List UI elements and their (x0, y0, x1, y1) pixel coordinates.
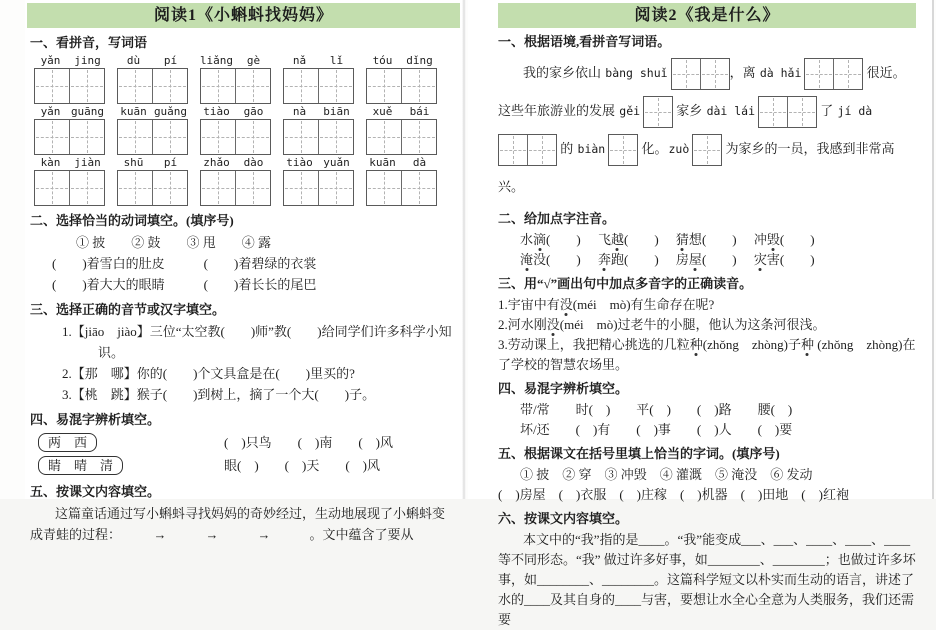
pinyin-label (115, 105, 189, 118)
pinyin-word-item (364, 54, 438, 104)
writing-box (758, 96, 817, 128)
dotted-char: 灾 (754, 250, 767, 270)
writing-box (200, 68, 271, 104)
pinyin-syllable: biān (323, 105, 350, 118)
right-page-title: 阅读2《我是什么》 (498, 3, 916, 28)
writing-box (117, 170, 188, 206)
right-page (468, 0, 934, 627)
text-run: ，离 (729, 65, 759, 80)
pinyin-syllable: liǎng (199, 54, 234, 67)
exercise-item (498, 295, 916, 315)
pinyin-syllable: dù (126, 54, 141, 67)
pinyin-syllable: bàng shuǐ (605, 66, 668, 80)
right-sec3-heading: 三、用“√”画出句中加点多音字的正确读音。 (498, 276, 753, 291)
right-sec2-heading: 二、给加点字注音。 (498, 211, 616, 226)
left-page-content (25, 32, 462, 545)
character-option-box: 两 西 (38, 433, 97, 452)
right-page-content (468, 32, 932, 630)
fill-line: ( )房屋 ( )衣服 ( )庄稼 ( )机器 ( )田地 ( )红袍 (498, 487, 849, 502)
writing-cell (35, 69, 69, 103)
writing-box (34, 119, 105, 155)
writing-box (804, 58, 863, 90)
pinyin-syllable: bái (409, 105, 430, 118)
writing-cell (318, 120, 353, 154)
fill-line: 眼( ) ( )天 ( )风 (224, 458, 380, 473)
writing-box (692, 134, 722, 166)
pinyin-syllable: yuǎn (323, 156, 350, 169)
pinyin-word-item (198, 105, 272, 155)
dotted-char: 越 (611, 230, 624, 250)
writing-cell (672, 59, 700, 89)
answer-blank: ( ) (623, 232, 659, 247)
dotted-char: 滴 (533, 230, 546, 250)
dotted-char: 猜 (676, 230, 689, 250)
writing-cell (69, 120, 104, 154)
pinyin-label (32, 156, 106, 169)
pinyin-label (115, 54, 189, 67)
pinyin-syllable: kuān (120, 105, 147, 118)
compare-row (38, 454, 456, 477)
dotted-char: 种 (690, 335, 703, 355)
dotted-char: 没 (560, 295, 573, 315)
pinyin-label (198, 105, 272, 118)
exercise-item (498, 335, 916, 375)
passage-fill-paragraph: 本文中的“我”指的是____。“我”能变成___、___、____、____、____等不同形态。“我” 做过许多好事，如________、________；也做过许多坏事，如________、________。这篇科学短文以朴实而生动的语言，讲述了水的____及其自身的____与害，要想让水全心全意为人类服务，我们还需要 (498, 532, 916, 627)
dotted-word (598, 232, 659, 247)
writing-cell (35, 120, 69, 154)
pinyin-syllable: nà (292, 105, 307, 118)
text-run: (zhǒng zhòng)在了学校的智慧农场里。 (498, 337, 916, 372)
writing-box (643, 96, 673, 128)
pinyin-word-item (281, 156, 355, 206)
pinyin-word-item (198, 156, 272, 206)
writing-box (498, 134, 557, 166)
pinyin-syllable: tóu (372, 54, 393, 67)
text-run: 为家乡的一员，我感到非常高兴。 (498, 141, 895, 194)
writing-cell (235, 120, 270, 154)
pinyin-syllable: shū (123, 156, 144, 169)
pinyin-label (281, 156, 355, 169)
pinyin-label (32, 54, 106, 67)
fill-line: ( )着雪白的肚皮 ( )着碧绿的衣裳 (52, 256, 317, 271)
pinyin-context-paragraph (498, 54, 916, 205)
text-run: 化。 (638, 141, 668, 156)
pinyin-word-item (281, 105, 355, 155)
pinyin-word-item (32, 54, 106, 104)
char: 房 (675, 252, 689, 267)
pinyin-syllable: dào (243, 156, 264, 169)
page-divider (462, 0, 466, 499)
dotted-word (598, 252, 659, 267)
left-sec5-heading: 五、按课文内容填空。 (30, 484, 161, 499)
dotted-char: 淹 (520, 250, 533, 270)
char: 飞 (597, 232, 611, 247)
char: 想 (688, 232, 702, 247)
fill-line: ( )着大大的眼睛 ( )着长长的尾巴 (52, 277, 317, 292)
writing-cell (284, 171, 318, 205)
writing-cell (759, 97, 787, 127)
writing-cell (118, 69, 152, 103)
text-run: 2.河水刚 (498, 317, 547, 332)
pinyin-syllable: tiào (203, 105, 230, 118)
pinyin-word-item (281, 54, 355, 104)
writing-box (283, 119, 354, 155)
pinyin-syllable: tiào (286, 156, 313, 169)
answer-blank: ( ) (779, 252, 815, 267)
dotted-char: 没 (547, 315, 560, 335)
text-run: 3.劳动课上，我把精心挑选的几粒 (498, 337, 690, 352)
text-run: 很近。这些年旅游业的发展 (498, 65, 906, 118)
writing-cell (201, 171, 235, 205)
pinyin-word-item (364, 105, 438, 155)
pinyin-syllable: dǐng (406, 54, 433, 67)
pinyin-syllable: yǎn (40, 54, 61, 67)
character-option-box: 睛 晴 清 (38, 456, 123, 475)
pinyin-word-item (32, 156, 106, 206)
word-options: ① 披 ② 穿 ③ 冲毁 ④ 灌溉 ⑤ 淹没 ⑥ 发动 (520, 467, 813, 482)
right-sec1-heading: 一、根据语境,看拼音写词语。 (498, 34, 671, 49)
text-run: 我的家乡依山 (523, 65, 605, 80)
pinyin-label (198, 156, 272, 169)
right-sec6-heading: 六、按课文内容填空。 (498, 511, 629, 526)
pinyin-syllable: lǐ (329, 54, 344, 67)
writing-cell (201, 120, 235, 154)
exercise-item: 1.【jiāo jiào】三位“太空教( )师”教( )给同学们许多科学小知识。 (62, 324, 452, 360)
text-run: 的 (557, 141, 577, 156)
left-sec3-heading: 三、选择正确的音节或汉字填空。 (30, 302, 226, 317)
pinyin-syllable: dà hǎi (759, 66, 802, 80)
char: 跑 (610, 252, 624, 267)
pinyin-word-item (115, 105, 189, 155)
text-run: 家乡 (673, 103, 706, 118)
pinyin-grid-row (32, 156, 456, 206)
writing-box (671, 58, 730, 90)
dotted-word (676, 232, 737, 247)
dotted-word (520, 252, 581, 267)
answer-blank: ( ) (546, 232, 581, 247)
writing-box (283, 170, 354, 206)
pinyin-syllable: kuān (369, 156, 396, 169)
pinyin-grid-row (32, 105, 456, 155)
dotted-word (754, 232, 815, 247)
writing-cell (367, 69, 401, 103)
writing-box (117, 68, 188, 104)
left-sec1-heading: 一、看拼音，写词语 (30, 35, 148, 50)
pinyin-label (115, 156, 189, 169)
annotation-row (520, 230, 916, 250)
writing-box (283, 68, 354, 104)
writing-cell (152, 120, 187, 154)
pinyin-label (32, 105, 106, 118)
text-run: (méi mò)有生命存在呢? (572, 297, 715, 312)
pinyin-word-item (364, 156, 438, 206)
writing-cell (201, 69, 235, 103)
char: 水 (520, 232, 534, 247)
writing-cell (152, 171, 187, 205)
writing-cell (318, 69, 353, 103)
pinyin-word-item (198, 54, 272, 104)
pinyin-syllable: jing (74, 54, 101, 67)
pinyin-syllable: jí dà (837, 104, 873, 118)
pinyin-syllable: kàn (40, 156, 61, 169)
writing-cell (235, 171, 270, 205)
pinyin-syllable: biàn (577, 142, 606, 156)
dotted-char: 奔 (598, 250, 611, 270)
pinyin-label (281, 54, 355, 67)
dotted-word (676, 252, 737, 267)
pinyin-syllable: zhǎo (203, 156, 230, 169)
writing-cell (499, 135, 527, 165)
exercise-item: 3.【桃 跳】猴子( )到树上，摘了一个大( )子。 (62, 387, 376, 402)
pinyin-label (198, 54, 272, 67)
dotted-char: 屋 (689, 250, 702, 270)
compare-row: 带/常 时( ) 平( ) ( )路 腰( ) (520, 402, 793, 417)
text-run: (zhǒng zhòng)子 (702, 337, 801, 352)
writing-cell (235, 69, 270, 103)
pinyin-word-item (32, 105, 106, 155)
pinyin-syllable: gěi (619, 104, 641, 118)
pinyin-syllable: nǎ (292, 54, 307, 67)
left-sec4-heading: 四、易混字辨析填空。 (30, 412, 161, 427)
pinyin-syllable: pí (163, 54, 178, 67)
writing-box (366, 119, 437, 155)
writing-cell (805, 59, 833, 89)
writing-box (366, 170, 437, 206)
writing-cell (69, 69, 104, 103)
answer-blank: ( ) (546, 252, 581, 267)
writing-box (117, 119, 188, 155)
pinyin-syllable: guǎng (153, 105, 188, 118)
pinyin-syllable: pí (163, 156, 178, 169)
writing-cell (527, 135, 556, 165)
pinyin-label (281, 105, 355, 118)
pinyin-label (364, 156, 438, 169)
writing-cell (35, 171, 69, 205)
writing-cell (367, 120, 401, 154)
writing-cell (700, 59, 729, 89)
writing-cell (833, 59, 862, 89)
pinyin-syllable: guāng (70, 105, 105, 118)
pinyin-label (364, 105, 438, 118)
dotted-char: 种 (801, 335, 814, 355)
compare-row (38, 431, 456, 454)
annotation-row (520, 250, 916, 270)
pinyin-syllable: gè (246, 54, 261, 67)
right-sec5-heading: 五、根据课文在括号里填上恰当的字词。(填序号) (498, 446, 780, 461)
writing-cell (284, 120, 318, 154)
writing-cell (152, 69, 187, 103)
answer-blank: ( ) (779, 232, 815, 247)
pinyin-syllable: zuò (668, 142, 690, 156)
pinyin-syllable: gāo (243, 105, 264, 118)
writing-cell (318, 171, 353, 205)
dotted-word (754, 252, 815, 267)
writing-cell (401, 69, 436, 103)
writing-box (34, 68, 105, 104)
writing-cell (284, 69, 318, 103)
writing-cell (69, 171, 104, 205)
text-run: 了 (817, 103, 837, 118)
char: 害 (766, 252, 780, 267)
compare-row: 坏/还 ( )有 ( )事 ( )人 ( )要 (520, 422, 793, 437)
pinyin-syllable: dà (412, 156, 427, 169)
pinyin-label (364, 54, 438, 67)
writing-box (34, 170, 105, 206)
left-page (25, 0, 462, 542)
pinyin-syllable: jiàn (74, 156, 101, 169)
exercise-item (498, 315, 916, 335)
char: 冲 (753, 232, 767, 247)
passage-fill-paragraph: 这篇童话通过写小蝌蚪寻找妈妈的奇妙经过，生动地展现了小蝌蚪变成青蛙的过程： → → → 。文中蕴含了要从 (30, 506, 446, 542)
writing-box (608, 134, 638, 166)
pinyin-word-item (115, 54, 189, 104)
answer-blank: ( ) (701, 232, 737, 247)
text-run: (méi mò)过老牛的小腿，他认为这条河很浅。 (559, 317, 826, 332)
pinyin-syllable: dài lái (706, 104, 756, 118)
writing-cell (367, 171, 401, 205)
writing-cell (644, 97, 672, 127)
verb-options: ① 披 ② 鼓 ③ 甩 ④ 露 (76, 235, 272, 250)
left-sec2-heading: 二、选择恰当的动词填空。(填序号) (30, 213, 234, 228)
writing-cell (693, 135, 721, 165)
left-page-title: 阅读1《小蝌蚪找妈妈》 (27, 3, 460, 28)
fill-line: ( )只鸟 ( )南 ( )风 (224, 435, 393, 450)
text-run: 1.宇宙中有 (498, 297, 560, 312)
exercise-item: 2.【那 哪】你的( )个文具盒是在( )里买的? (62, 366, 355, 381)
writing-box (200, 119, 271, 155)
writing-cell (787, 97, 816, 127)
pinyin-word-item (115, 156, 189, 206)
char: 没 (533, 252, 547, 267)
answer-blank: ( ) (701, 252, 737, 267)
writing-box (200, 170, 271, 206)
writing-cell (401, 171, 436, 205)
writing-box (366, 68, 437, 104)
right-sec4-heading: 四、易混字辨析填空。 (498, 381, 629, 396)
answer-blank: ( ) (623, 252, 659, 267)
pinyin-syllable: yǎn (40, 105, 61, 118)
writing-cell (118, 120, 152, 154)
dotted-char: 毁 (767, 230, 780, 250)
pinyin-syllable: xuě (372, 105, 393, 118)
writing-cell (118, 171, 152, 205)
writing-cell (609, 135, 637, 165)
dotted-word (520, 232, 581, 247)
writing-cell (401, 120, 436, 154)
pinyin-grid-row (32, 54, 456, 104)
